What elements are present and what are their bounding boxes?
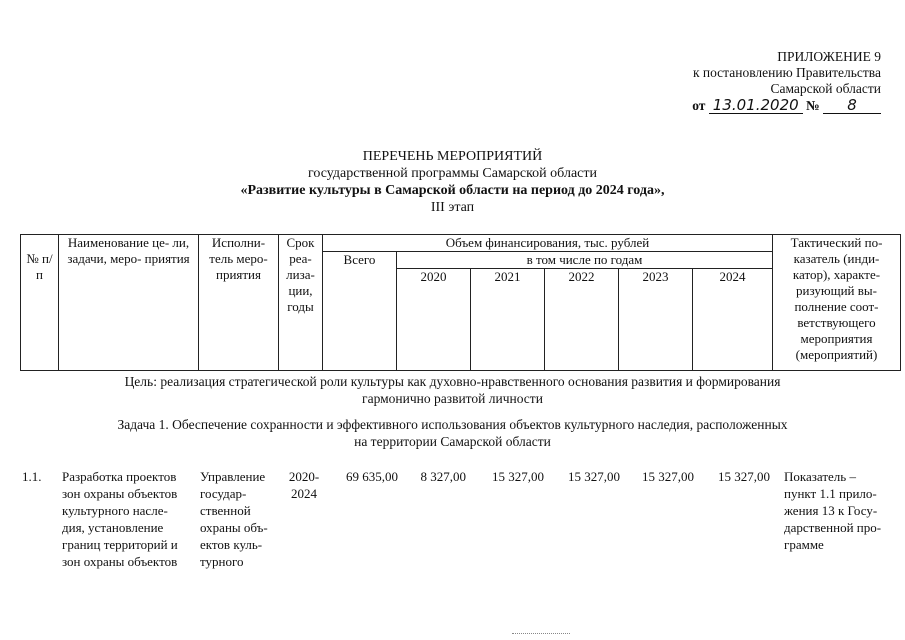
header-indicator: Тактический по- казатель (инди- катор), характе- ризующий вы- полнение соот- ветствующего мероприятия (мероприятий) [773, 235, 901, 371]
from-label: от [692, 98, 706, 113]
row-total: 69 635,00 [346, 469, 398, 484]
appendix-region-line: Самарской области [770, 81, 881, 96]
row-indicator-line: дарственной про- [784, 520, 882, 535]
title-line-4: III этап [430, 200, 475, 215]
row-amount-2024: 15 327,00 [718, 469, 770, 484]
header-funding: Объем финансирования, тыс. рублей [323, 235, 773, 252]
row-name-line: зон охраны объектов [62, 486, 178, 501]
row-indicator-line: жения 13 к Госу- [784, 503, 878, 518]
row-indicator-line: пункт 1.1 прило- [784, 486, 877, 501]
table-header [20, 234, 901, 371]
header-total: Всего [323, 252, 397, 371]
row-indicator [784, 468, 894, 553]
header-year-2024: 2024 [693, 269, 773, 371]
row-amount-2023: 15 327,00 [642, 469, 694, 484]
handwritten-date: 13.01.2020 [709, 98, 803, 114]
row-amount-2022: 15 327,00 [568, 469, 620, 484]
row-executor-line: Управление [200, 469, 266, 484]
row-name-line: зон охраны объектов [62, 554, 178, 569]
row-indicator-line: грамме [784, 537, 824, 552]
title-line-2: государственной программы Самарской области [308, 166, 597, 181]
row-term-line: 2024 [291, 486, 317, 501]
task-line-1: Задача 1. Обеспечение сохранности и эффективного использования объектов культурного наследия, расположенных [117, 417, 788, 432]
row-amount-2020: 8 327,00 [420, 469, 466, 484]
row-executor-line: государ- [200, 486, 247, 501]
task-statement [0, 416, 905, 450]
row-term [282, 468, 326, 502]
row-indicator-line: Показатель – [784, 469, 856, 484]
row-number: 1.1. [22, 469, 42, 484]
row-name-line: границ территорий и [62, 537, 178, 552]
header-by-years: в том числе по годам [397, 252, 773, 269]
appendix-decree-line: к постановлению Правительства [692, 65, 881, 80]
row-term-line: 2020- [288, 469, 320, 484]
row-name-line: культурного насле- [62, 503, 168, 518]
goal-line-1: Цель: реализация стратегической роли культуры как духовно-нравственного основания развития и формирования [124, 374, 781, 389]
task-line-2: на территории Самарской области [354, 434, 551, 449]
row-name-line: Разработка проектов [62, 469, 177, 484]
goal-statement [0, 373, 905, 407]
header-year-2021: 2021 [471, 269, 545, 371]
number-label: № [806, 98, 820, 113]
appendix-block [692, 49, 881, 114]
row-executor [200, 468, 280, 570]
title-line-1: ПЕРЕЧЕНЬ МЕРОПРИЯТИЙ [362, 149, 543, 164]
row-executor-line: охраны объ- [200, 520, 268, 535]
header-executor: Исполни- тель меро- приятия [199, 235, 279, 371]
row-executor-line: турного [200, 554, 244, 569]
handwritten-number: 8 [823, 98, 881, 114]
header-term: Срок реа- лиза- ции, годы [279, 235, 323, 371]
header-year-2023: 2023 [619, 269, 693, 371]
appendix-title: ПРИЛОЖЕНИЕ 9 [777, 49, 881, 64]
document-title [0, 148, 905, 216]
row-amount-2021: 15 327,00 [492, 469, 544, 484]
header-num: № п/п [21, 235, 59, 371]
row-executor-line: ственной [200, 503, 251, 518]
row-executor-line: ектов куль- [200, 537, 263, 552]
scan-artifact [512, 633, 570, 636]
header-year-2020: 2020 [397, 269, 471, 371]
header-name: Наименование це- ли, задачи, меро- приятия [59, 235, 199, 371]
row-name-line: дия, установление [62, 520, 164, 535]
row-name [62, 468, 196, 570]
goal-line-2: гармонично развитой личности [362, 391, 543, 406]
appendix-signature-line [692, 98, 881, 114]
title-line-3: «Развитие культуры в Самарской области на период до 2024 года», [240, 183, 665, 198]
header-year-2022: 2022 [545, 269, 619, 371]
